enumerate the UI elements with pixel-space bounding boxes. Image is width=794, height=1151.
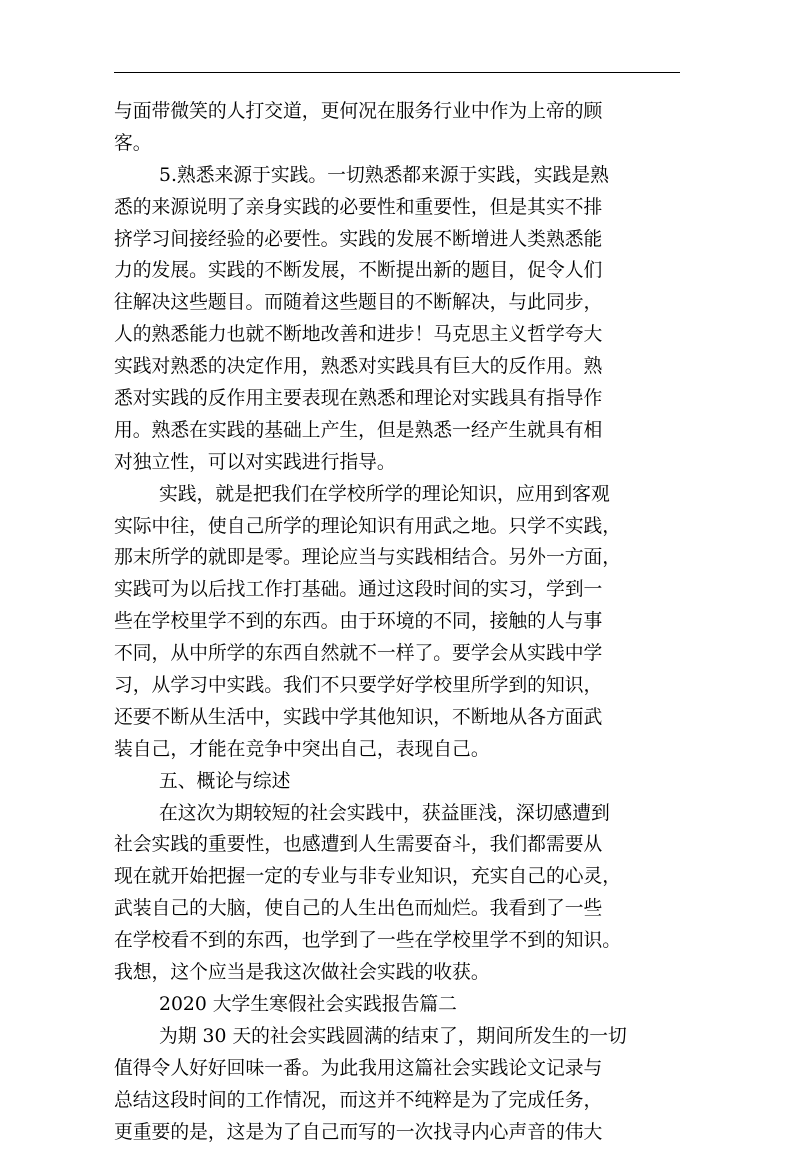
text-line: 用。熟悉在实践的基础上产生，但是熟悉一经产生就具有相: [114, 418, 684, 450]
text-line: 2020 大学生寒假社会实践报告篇二: [114, 992, 684, 1024]
text-line: 武装自己的大脑，使自己的人生出色而灿烂。我看到了一些: [114, 896, 684, 928]
text-line: 习，从学习中实践。我们不只要学好学校里所学到的知识，: [114, 673, 684, 705]
text-line: 5.熟悉来源于实践。一切熟悉都来源于实践，实践是熟: [114, 163, 684, 195]
text-line: 那末所学的就即是零。理论应当与实践相结合。另外一方面，: [114, 545, 684, 577]
text-line: 现在就开始把握一定的专业与非专业知识，充实自己的心灵，: [114, 864, 684, 896]
text-line: 为期 30 天的社会实践圆满的结束了，期间所发生的一切: [114, 1024, 684, 1056]
text-line: 实际中往，使自己所学的理论知识有用武之地。只学不实践，: [114, 514, 684, 546]
text-line: 往解决这些题目。而随着这些题目的不断解决，与此同步，: [114, 290, 684, 322]
text-line: 装自己，才能在竞争中突出自己，表现自己。: [114, 737, 684, 769]
text-line: 实践对熟悉的决定作用，熟悉对实践具有巨大的反作用。熟: [114, 354, 684, 386]
text-line: 与面带微笑的人打交道，更何况在服务行业中作为上帝的顾: [114, 99, 684, 131]
text-line: 不同，从中所学的东西自然就不一样了。要学会从实践中学: [114, 641, 684, 673]
text-line: 我想，这个应当是我这次做社会实践的收获。: [114, 960, 684, 992]
text-line: 实践，就是把我们在学校所学的理论知识，应用到客观: [114, 482, 684, 514]
text-line: 在这次为期较短的社会实践中，获益匪浅，深切感遭到: [114, 801, 684, 833]
text-line: 悉对实践的反作用主要表现在熟悉和理论对实践具有指导作: [114, 386, 684, 418]
text-line: 在学校看不到的东西，也学到了一些在学校里学不到的知识。: [114, 928, 684, 960]
text-line: 客。: [114, 131, 684, 163]
text-line: 些在学校里学不到的东西。由于环境的不同，接触的人与事: [114, 609, 684, 641]
text-line: 挤学习间接经验的必要性。实践的发展不断增进人类熟悉能: [114, 227, 684, 259]
text-line: 力的发展。实践的不断发展，不断提出新的题目，促令人们: [114, 258, 684, 290]
text-line: 五、概论与综述: [114, 769, 684, 801]
text-line: 值得令人好好回味一番。为此我用这篇社会实践论文记录与: [114, 1056, 684, 1088]
document-body: [114, 99, 684, 1151]
text-line: 总结这段时间的工作情况，而这并不纯粹是为了完成任务，: [114, 1088, 684, 1120]
text-line: 实践可为以后找工作打基础。通过这段时间的实习，学到一: [114, 577, 684, 609]
text-line: 社会实践的重要性，也感遭到人生需要奋斗，我们都需要从: [114, 832, 684, 864]
text-line: 对独立性，可以对实践进行指导。: [114, 450, 684, 482]
text-line: 还要不断从生活中，实践中学其他知识，不断地从各方面武: [114, 705, 684, 737]
text-line: 悉的来源说明了亲身实践的必要性和重要性，但是其实不排: [114, 195, 684, 227]
header-rule: [114, 72, 680, 73]
text-line: 人的熟悉能力也就不断地改善和进步！马克思主义哲学夸大: [114, 322, 684, 354]
text-line: 更重要的是，这是为了自己而写的一次找寻内心声音的伟大: [114, 1120, 684, 1151]
